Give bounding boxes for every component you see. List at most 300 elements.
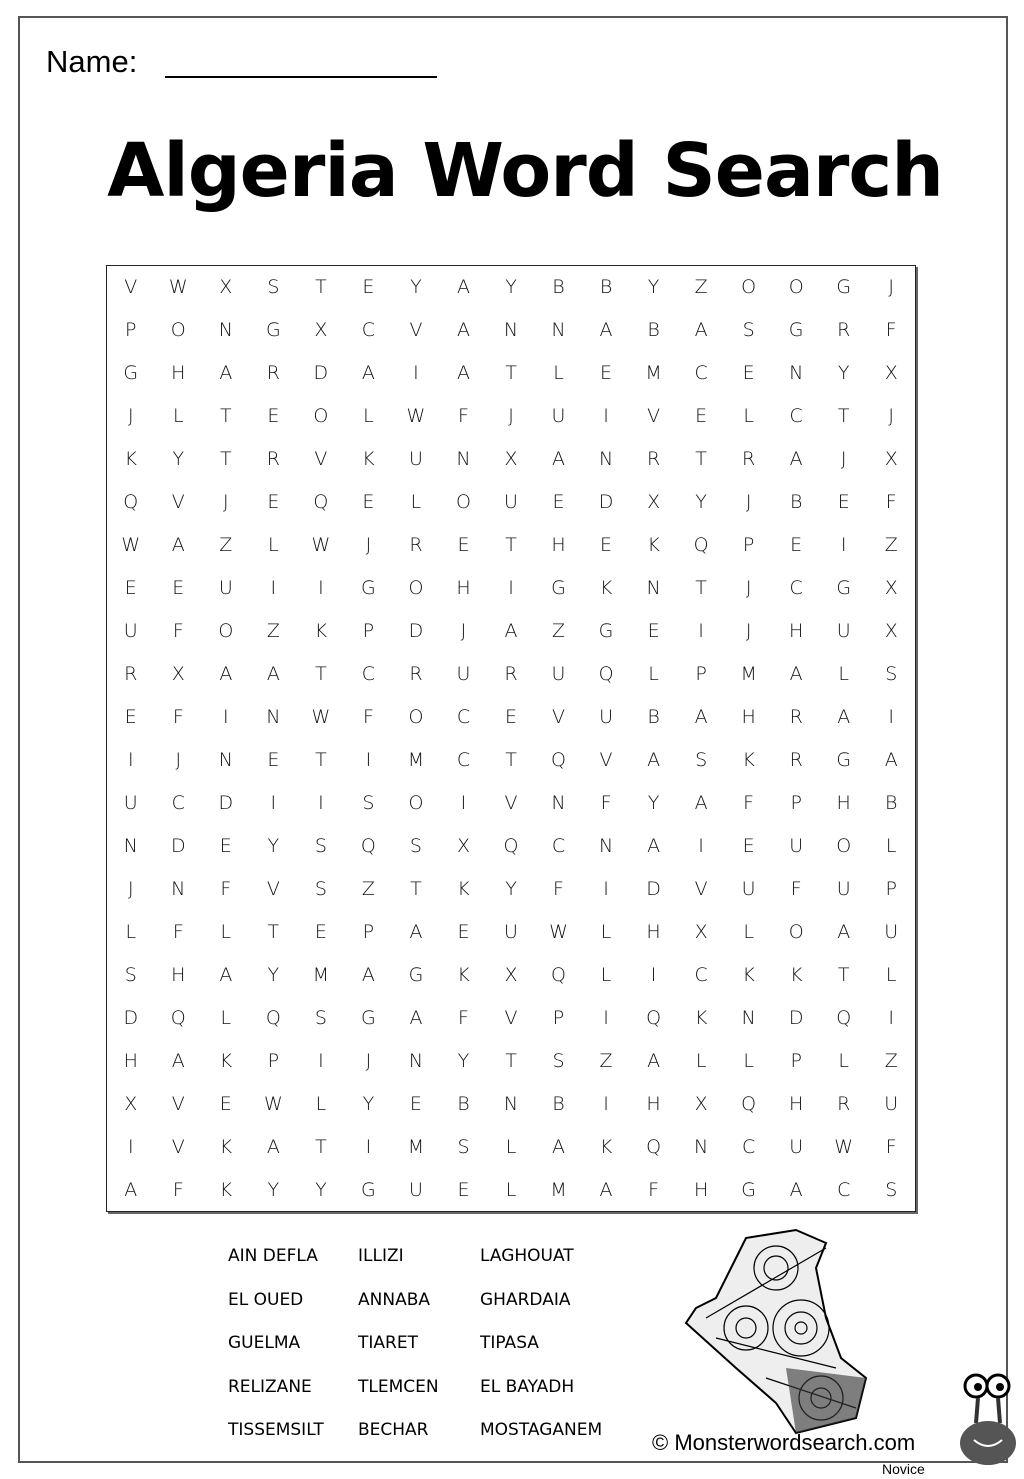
grid-letter[interactable]: G — [741, 1178, 756, 1201]
grid-letter[interactable]: T — [220, 405, 232, 428]
grid-letter[interactable]: K — [362, 448, 375, 471]
grid-letter[interactable]: F — [172, 1178, 184, 1201]
grid-letter[interactable]: N — [598, 448, 614, 471]
grid-letter[interactable]: A — [789, 663, 803, 686]
grid-letter[interactable]: F — [885, 319, 897, 342]
grid-letter[interactable]: J — [175, 748, 182, 771]
grid-letter[interactable]: N — [551, 319, 566, 342]
grid-letter[interactable]: F — [172, 706, 184, 728]
grid-letter[interactable]: E — [742, 834, 755, 857]
grid-letter[interactable]: I — [603, 1006, 609, 1029]
grid-letter[interactable]: U — [504, 491, 518, 514]
grid-letter[interactable]: T — [315, 663, 327, 686]
grid-letter[interactable]: Y — [647, 791, 660, 814]
grid-letter[interactable]: X — [694, 920, 708, 943]
grid-letter[interactable]: T — [505, 362, 517, 385]
grid-letter[interactable]: V — [314, 448, 328, 471]
grid-letter[interactable]: E — [267, 491, 280, 514]
grid-letter[interactable]: T — [315, 276, 327, 299]
grid-letter[interactable]: X — [504, 963, 518, 986]
grid-letter[interactable]: A — [599, 319, 613, 342]
grid-letter[interactable]: Z — [884, 1049, 898, 1072]
grid-letter[interactable]: L — [743, 920, 754, 943]
grid-letter[interactable]: T — [315, 748, 327, 771]
grid-letter[interactable]: U — [789, 834, 804, 857]
grid-letter[interactable]: X — [314, 319, 328, 342]
grid-letter[interactable]: K — [742, 748, 755, 771]
grid-letter[interactable]: V — [552, 706, 566, 728]
grid-letter[interactable]: A — [552, 1135, 566, 1158]
grid-letter[interactable]: F — [743, 791, 755, 814]
grid-letter[interactable]: V — [694, 877, 708, 900]
grid-letter[interactable]: W — [406, 405, 426, 428]
grid-letter[interactable]: E — [172, 577, 185, 600]
grid-letter[interactable]: A — [456, 319, 470, 342]
grid-letter[interactable]: Y — [362, 1092, 375, 1115]
grid-letter[interactable]: K — [219, 1135, 233, 1158]
grid-letter[interactable]: I — [413, 362, 419, 385]
grid-letter[interactable]: Q — [123, 491, 139, 514]
grid-letter[interactable]: C — [361, 319, 376, 342]
grid-letter[interactable]: U — [884, 1092, 899, 1115]
grid-letter[interactable]: A — [171, 1049, 185, 1072]
grid-letter[interactable]: E — [457, 1178, 470, 1201]
grid-letter[interactable]: O — [836, 834, 852, 857]
grid-letter[interactable]: U — [836, 877, 851, 900]
grid-letter[interactable]: C — [456, 748, 471, 771]
grid-letter[interactable]: F — [362, 706, 374, 728]
grid-letter[interactable]: T — [267, 920, 280, 943]
grid-letter[interactable]: T — [505, 534, 517, 557]
grid-letter[interactable]: O — [741, 276, 757, 299]
grid-letter[interactable]: K — [789, 963, 803, 986]
grid-letter[interactable]: Z — [599, 1049, 613, 1072]
grid-letter[interactable]: J — [745, 620, 752, 643]
grid-letter[interactable]: A — [409, 1006, 423, 1029]
grid-letter[interactable]: I — [127, 748, 134, 771]
grid-letter[interactable]: E — [647, 620, 660, 643]
grid-letter[interactable]: A — [647, 748, 661, 771]
grid-letter[interactable]: P — [267, 1049, 280, 1072]
grid-letter[interactable]: W — [168, 276, 188, 299]
grid-letter[interactable]: O — [170, 319, 186, 342]
grid-letter[interactable]: T — [220, 448, 232, 471]
grid-letter[interactable]: N — [503, 319, 519, 342]
grid-letter[interactable]: U — [884, 920, 899, 943]
grid-letter[interactable]: J — [460, 620, 467, 643]
grid-letter[interactable]: T — [410, 877, 422, 900]
grid-letter[interactable]: D — [646, 877, 661, 900]
grid-letter[interactable]: L — [648, 663, 659, 686]
grid-letter[interactable]: C — [789, 577, 803, 600]
grid-letter[interactable]: N — [551, 791, 566, 814]
grid-letter[interactable]: S — [885, 1178, 898, 1201]
grid-letter[interactable]: S — [314, 877, 327, 900]
grid-letter[interactable]: G — [361, 1178, 376, 1201]
grid-letter[interactable]: I — [318, 791, 324, 814]
grid-letter[interactable]: A — [361, 963, 375, 986]
grid-letter[interactable]: E — [504, 706, 517, 728]
grid-letter[interactable]: V — [409, 319, 423, 342]
grid-letter[interactable]: F — [885, 1135, 897, 1158]
grid-letter[interactable]: I — [508, 577, 514, 600]
grid-letter[interactable]: V — [599, 748, 613, 771]
grid-letter[interactable]: V — [504, 1006, 518, 1029]
grid-letter[interactable]: Z — [361, 877, 375, 900]
grid-letter[interactable]: B — [647, 706, 660, 728]
grid-letter[interactable]: G — [265, 319, 281, 342]
grid-letter[interactable]: G — [598, 620, 614, 643]
grid-letter[interactable]: N — [218, 319, 233, 342]
grid-letter[interactable]: G — [123, 362, 139, 385]
grid-letter[interactable]: F — [885, 491, 897, 514]
grid-letter[interactable]: E — [267, 405, 280, 428]
grid-letter[interactable]: O — [788, 276, 804, 299]
grid-letter[interactable]: L — [268, 534, 279, 557]
grid-letter[interactable]: J — [745, 577, 752, 600]
grid-letter[interactable]: E — [790, 534, 803, 557]
grid-letter[interactable]: E — [362, 276, 375, 299]
grid-letter[interactable]: H — [456, 577, 471, 600]
grid-letter[interactable]: P — [742, 534, 755, 557]
grid-letter[interactable]: U — [408, 448, 423, 471]
grid-letter[interactable]: I — [365, 748, 372, 771]
grid-letter[interactable]: A — [694, 319, 708, 342]
grid-letter[interactable]: Q — [646, 1006, 662, 1029]
grid-letter[interactable]: Q — [741, 1092, 757, 1115]
grid-letter[interactable]: L — [743, 1049, 754, 1072]
grid-letter[interactable]: S — [267, 276, 280, 299]
grid-letter[interactable]: Q — [170, 1006, 186, 1029]
grid-letter[interactable]: E — [600, 362, 613, 385]
grid-letter[interactable]: A — [789, 448, 803, 471]
grid-letter[interactable]: B — [552, 1092, 565, 1115]
grid-letter[interactable]: R — [789, 748, 803, 771]
grid-letter[interactable]: M — [740, 663, 757, 686]
grid-letter[interactable]: V — [171, 491, 185, 514]
grid-letter[interactable]: H — [789, 1092, 804, 1115]
grid-letter[interactable]: P — [125, 319, 137, 342]
grid-letter[interactable]: X — [884, 448, 898, 471]
grid-letter[interactable]: P — [790, 791, 802, 814]
grid-letter[interactable]: Y — [315, 1178, 327, 1201]
grid-letter[interactable]: H — [646, 1092, 661, 1115]
grid-letter[interactable]: D — [788, 1006, 804, 1029]
grid-letter[interactable]: I — [270, 577, 277, 600]
grid-letter[interactable]: L — [505, 1135, 517, 1158]
grid-letter[interactable]: U — [456, 663, 471, 686]
grid-letter[interactable]: A — [456, 362, 470, 385]
grid-letter[interactable]: S — [362, 791, 375, 814]
grid-letter[interactable]: R — [789, 706, 803, 728]
grid-letter[interactable]: B — [647, 319, 660, 342]
grid-letter[interactable]: J — [127, 877, 134, 900]
grid-letter[interactable]: I — [698, 620, 704, 643]
grid-letter[interactable]: A — [456, 276, 470, 299]
grid-letter[interactable]: M — [312, 963, 330, 986]
grid-letter[interactable]: J — [888, 276, 895, 299]
grid-letter[interactable]: F — [458, 405, 469, 428]
grid-letter[interactable]: L — [885, 963, 897, 986]
grid-letter[interactable]: U — [504, 920, 518, 943]
grid-letter[interactable]: I — [603, 877, 609, 900]
grid-letter[interactable]: I — [127, 1135, 134, 1158]
grid-letter[interactable]: P — [362, 920, 375, 943]
grid-letter[interactable]: C — [742, 1135, 756, 1158]
grid-letter[interactable]: A — [171, 534, 185, 557]
grid-letter[interactable]: D — [313, 362, 329, 385]
grid-letter[interactable]: I — [223, 706, 229, 728]
grid-letter[interactable]: E — [219, 834, 232, 857]
grid-letter[interactable]: J — [223, 491, 229, 514]
grid-letter[interactable]: M — [550, 1178, 567, 1201]
grid-letter[interactable]: V — [171, 1092, 185, 1115]
grid-letter[interactable]: R — [837, 1092, 851, 1115]
grid-letter[interactable]: F — [648, 1178, 660, 1201]
grid-letter[interactable]: F — [553, 877, 564, 900]
grid-letter[interactable]: Y — [505, 877, 517, 900]
grid-letter[interactable]: N — [503, 1092, 519, 1115]
grid-letter[interactable]: K — [742, 963, 755, 986]
grid-letter[interactable]: S — [409, 834, 422, 857]
grid-letter[interactable]: X — [694, 1092, 708, 1115]
grid-letter[interactable]: E — [124, 706, 137, 728]
grid-letter[interactable]: K — [599, 577, 613, 600]
grid-letter[interactable]: T — [505, 748, 517, 771]
grid-letter[interactable]: W — [311, 706, 331, 728]
grid-letter[interactable]: U — [741, 877, 756, 900]
grid-letter[interactable]: E — [314, 920, 327, 943]
grid-letter[interactable]: Q — [598, 663, 614, 686]
grid-letter[interactable]: B — [885, 791, 898, 814]
grid-letter[interactable]: H — [789, 620, 804, 643]
grid-letter[interactable]: S — [457, 1135, 470, 1158]
grid-letter[interactable]: L — [743, 405, 754, 428]
grid-letter[interactable]: M — [645, 362, 662, 385]
grid-letter[interactable]: G — [836, 748, 852, 771]
grid-letter[interactable]: U — [218, 577, 233, 600]
grid-letter[interactable]: I — [840, 534, 847, 557]
grid-letter[interactable]: H — [646, 920, 661, 943]
grid-letter[interactable]: A — [647, 834, 661, 857]
grid-letter[interactable]: A — [837, 920, 851, 943]
grid-letter[interactable]: J — [127, 405, 134, 428]
grid-letter[interactable]: R — [266, 362, 280, 385]
grid-letter[interactable]: U — [408, 1178, 423, 1201]
grid-letter[interactable]: Q — [551, 963, 566, 986]
grid-letter[interactable]: D — [123, 1006, 139, 1029]
grid-letter[interactable]: H — [836, 791, 851, 814]
grid-letter[interactable]: L — [838, 663, 849, 686]
grid-letter[interactable]: L — [600, 963, 612, 986]
grid-letter[interactable]: A — [219, 663, 233, 686]
grid-letter[interactable]: K — [457, 963, 470, 986]
grid-letter[interactable]: C — [837, 1178, 851, 1201]
grid-letter[interactable]: V — [266, 877, 280, 900]
grid-letter[interactable]: G — [361, 577, 376, 600]
grid-letter[interactable]: L — [315, 1092, 327, 1115]
grid-letter[interactable]: A — [409, 920, 423, 943]
grid-letter[interactable]: P — [885, 877, 897, 900]
grid-letter[interactable]: C — [789, 405, 803, 428]
grid-letter[interactable]: Z — [884, 534, 898, 557]
grid-letter[interactable]: K — [314, 620, 328, 643]
grid-letter[interactable]: L — [220, 1006, 232, 1029]
grid-letter[interactable]: B — [599, 276, 613, 299]
grid-letter[interactable]: D — [408, 620, 424, 643]
grid-letter[interactable]: S — [552, 1049, 565, 1072]
grid-letter[interactable]: V — [124, 276, 138, 299]
grid-letter[interactable]: N — [123, 834, 138, 857]
grid-letter[interactable]: O — [788, 920, 804, 943]
grid-letter[interactable]: A — [552, 448, 566, 471]
grid-letter[interactable]: I — [603, 405, 609, 428]
grid-letter[interactable]: R — [837, 319, 851, 342]
grid-letter[interactable]: I — [270, 791, 277, 814]
grid-letter[interactable]: A — [266, 1135, 280, 1158]
grid-letter[interactable]: K — [647, 534, 660, 557]
grid-letter[interactable]: I — [318, 1049, 324, 1072]
grid-letter[interactable]: V — [171, 1135, 185, 1158]
grid-letter[interactable]: A — [789, 1178, 803, 1201]
grid-letter[interactable]: A — [124, 1178, 138, 1201]
grid-letter[interactable]: D — [170, 834, 186, 857]
grid-letter[interactable]: N — [598, 834, 614, 857]
grid-letter[interactable]: N — [646, 577, 661, 600]
grid-letter[interactable]: J — [745, 491, 752, 514]
grid-letter[interactable]: J — [365, 1049, 372, 1072]
grid-letter[interactable]: S — [885, 663, 898, 686]
grid-letter[interactable]: Y — [695, 491, 707, 514]
grid-letter[interactable]: E — [124, 577, 137, 600]
grid-letter[interactable]: H — [171, 362, 186, 385]
grid-letter[interactable]: E — [600, 534, 613, 557]
grid-letter[interactable]: A — [647, 1049, 661, 1072]
grid-letter[interactable]: L — [695, 1049, 707, 1072]
grid-letter[interactable]: T — [837, 405, 850, 428]
grid-letter[interactable]: Y — [410, 276, 422, 299]
grid-letter[interactable]: G — [551, 577, 566, 600]
grid-letter[interactable]: E — [409, 1092, 422, 1115]
grid-letter[interactable]: B — [789, 491, 803, 514]
grid-letter[interactable]: I — [698, 834, 704, 857]
grid-letter[interactable]: A — [219, 963, 233, 986]
grid-letter[interactable]: L — [125, 920, 137, 943]
grid-letter[interactable]: L — [410, 491, 422, 514]
grid-letter[interactable]: G — [836, 276, 852, 299]
grid-letter[interactable]: P — [362, 620, 375, 643]
grid-letter[interactable]: H — [741, 706, 756, 728]
grid-letter[interactable]: F — [220, 877, 232, 900]
grid-letter[interactable]: E — [267, 748, 280, 771]
grid-letter[interactable]: Y — [267, 834, 280, 857]
grid-letter[interactable]: U — [551, 663, 566, 686]
grid-letter[interactable]: Q — [503, 834, 519, 857]
grid-letter[interactable]: K — [219, 1178, 233, 1201]
grid-letter[interactable]: U — [789, 1135, 804, 1158]
grid-letter[interactable]: J — [508, 405, 514, 428]
grid-letter[interactable]: R — [646, 448, 661, 471]
grid-letter[interactable]: Z — [266, 620, 280, 643]
grid-letter[interactable]: U — [551, 405, 566, 428]
grid-letter[interactable]: N — [266, 706, 281, 728]
grid-letter[interactable]: C — [456, 706, 471, 728]
grid-letter[interactable]: G — [836, 577, 852, 600]
grid-letter[interactable]: Y — [837, 362, 850, 385]
grid-letter[interactable]: L — [172, 405, 184, 428]
grid-letter[interactable]: T — [695, 577, 707, 600]
grid-letter[interactable]: Z — [552, 620, 566, 643]
grid-letter[interactable]: G — [788, 319, 804, 342]
grid-letter[interactable]: U — [599, 706, 613, 728]
grid-letter[interactable]: S — [742, 319, 755, 342]
grid-letter[interactable]: R — [504, 663, 518, 686]
grid-letter[interactable]: I — [888, 706, 895, 728]
grid-letter[interactable]: N — [741, 1006, 756, 1029]
grid-letter[interactable]: H — [171, 963, 186, 986]
grid-letter[interactable]: U — [123, 791, 138, 814]
grid-letter[interactable]: L — [553, 362, 564, 385]
grid-letter[interactable]: E — [362, 491, 375, 514]
grid-letter[interactable]: X — [171, 663, 185, 686]
grid-letter[interactable]: Z — [694, 276, 708, 299]
grid-letter[interactable]: I — [365, 1135, 372, 1158]
grid-letter[interactable]: N — [456, 448, 471, 471]
grid-letter[interactable]: F — [458, 1006, 469, 1029]
grid-letter[interactable]: N — [694, 1135, 709, 1158]
grid-letter[interactable]: T — [505, 1049, 517, 1072]
grid-letter[interactable]: D — [598, 491, 614, 514]
grid-letter[interactable]: A — [837, 706, 851, 728]
grid-letter[interactable]: A — [219, 362, 233, 385]
grid-letter[interactable]: N — [789, 362, 804, 385]
grid-letter[interactable]: K — [694, 1006, 708, 1029]
grid-letter[interactable]: W — [834, 1135, 854, 1158]
grid-letter[interactable]: O — [313, 405, 329, 428]
grid-letter[interactable]: O — [408, 577, 424, 600]
grid-letter[interactable]: T — [837, 963, 850, 986]
grid-letter[interactable]: T — [695, 448, 707, 471]
grid-letter[interactable]: S — [124, 963, 137, 986]
grid-letter[interactable]: O — [408, 791, 424, 814]
grid-letter[interactable]: I — [888, 1006, 895, 1029]
grid-letter[interactable]: F — [172, 920, 184, 943]
grid-letter[interactable]: X — [884, 620, 898, 643]
grid-letter[interactable]: E — [457, 534, 470, 557]
grid-letter[interactable]: K — [124, 448, 137, 471]
grid-letter[interactable]: M — [407, 748, 425, 771]
grid-letter[interactable]: E — [457, 920, 470, 943]
grid-letter[interactable]: Q — [360, 834, 376, 857]
grid-letter[interactable]: Q — [836, 1006, 852, 1029]
grid-letter[interactable]: I — [650, 963, 657, 986]
grid-letter[interactable]: X — [124, 1092, 138, 1115]
grid-letter[interactable]: Q — [551, 748, 566, 771]
grid-letter[interactable]: Y — [647, 276, 660, 299]
grid-letter[interactable]: A — [266, 663, 280, 686]
grid-letter[interactable]: I — [603, 1092, 609, 1115]
grid-letter[interactable]: T — [315, 1135, 327, 1158]
grid-letter[interactable]: E — [837, 491, 850, 514]
grid-letter[interactable]: O — [218, 620, 234, 643]
grid-letter[interactable]: E — [695, 405, 708, 428]
grid-letter[interactable]: C — [694, 963, 708, 986]
grid-letter[interactable]: Y — [505, 276, 517, 299]
grid-letter[interactable]: S — [314, 834, 327, 857]
grid-letter[interactable]: B — [457, 1092, 470, 1115]
grid-letter[interactable]: O — [455, 491, 471, 514]
grid-letter[interactable]: K — [599, 1135, 613, 1158]
